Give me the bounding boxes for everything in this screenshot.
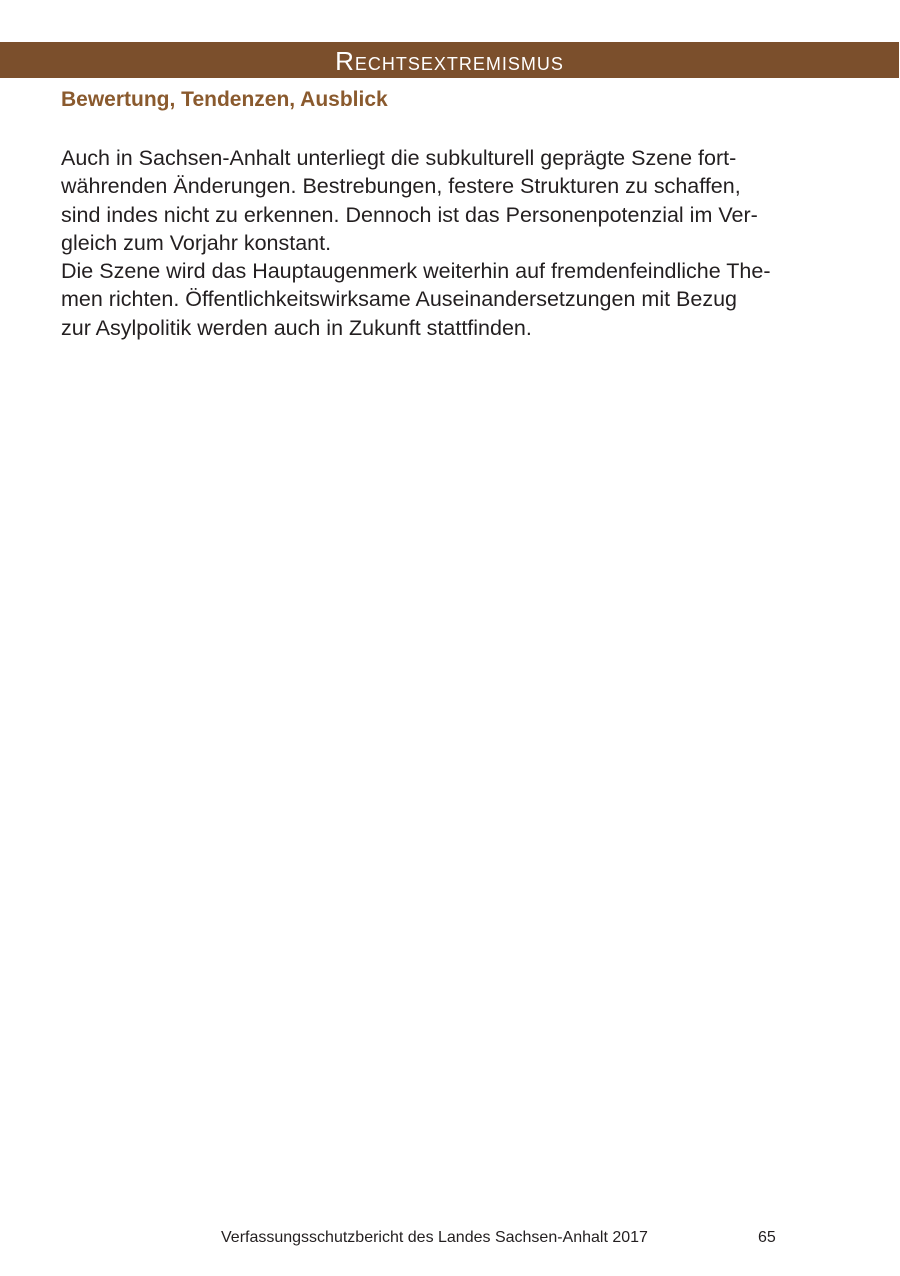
text-line: sind indes nicht zu erkennen. Dennoch ist das Personenpotenzial im Ver- bbox=[61, 202, 758, 227]
text-line: gleich zum Vorjahr konstant. bbox=[61, 230, 332, 255]
text-line: währenden Änderungen. Bestrebungen, festere Strukturen zu schaffen, bbox=[61, 174, 741, 199]
text-line: men richten. Öffentlichkeitswirksame Auseinandersetzungen mit Bezug bbox=[61, 287, 738, 312]
body-paragraph bbox=[61, 144, 861, 342]
text-line: Auch in Sachsen-Anhalt unterliegt die subkulturell geprägte Szene fort- bbox=[61, 146, 737, 170]
section-heading: Bewertung, Tendenzen, Ausblick bbox=[61, 88, 388, 111]
chapter-title: Rechtsextremismus bbox=[335, 46, 564, 76]
chapter-header-band bbox=[0, 42, 899, 78]
footer-report-title: Verfassungsschutzbericht des Landes Sachsen-Anhalt 2017 bbox=[221, 1229, 648, 1246]
text-line: zur Asylpolitik werden auch in Zukunft stattfinden. bbox=[61, 315, 532, 340]
text-line: Die Szene wird das Hauptaugenmerk weiterhin auf fremdenfeindliche The- bbox=[61, 259, 771, 284]
page-number: 65 bbox=[758, 1229, 776, 1246]
